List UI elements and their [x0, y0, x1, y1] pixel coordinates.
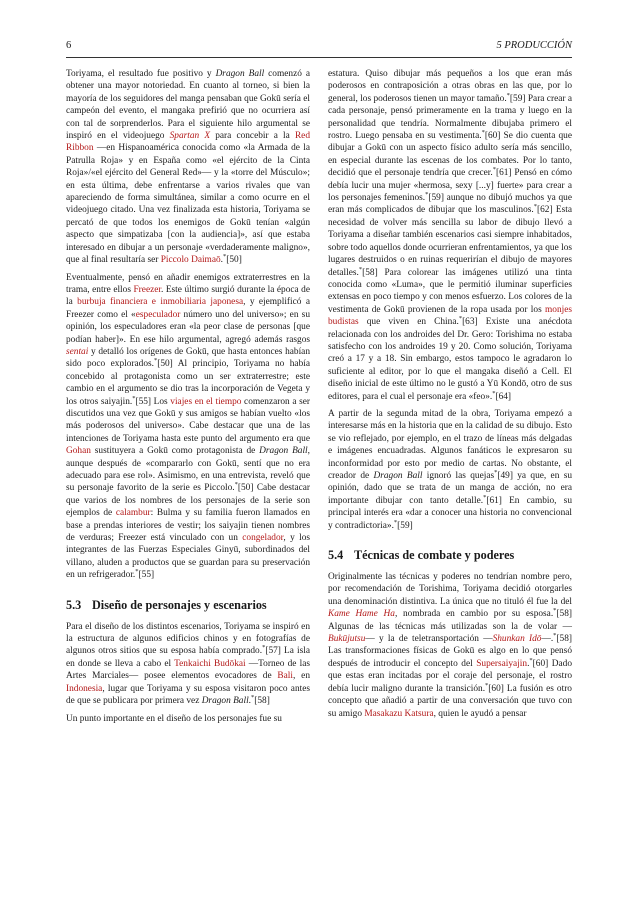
text-run: [49] ya que, en su opinión, dado que se trata de un manga de acción, no era importante dibujar con tanto detalle. [328, 471, 573, 506]
text-run: estatura. Quiso dibujar más pequeños a los que eran más poderosos en contraposición a otras obras en las que, por lo general, los poderosos tienen un mayor tamaño. [328, 69, 572, 104]
citation-marker: * [506, 91, 510, 99]
text-run: [50] Al principio, Toriyama no había concebido al protagonista como un ser extraterrestre; este cambio en el argumento se dio tras la incorporación de Vegeta y los otros saiyajin. [66, 359, 310, 407]
text-run: comenzaron a ser discutidos una vez que Gokū y sus amigos se habían vuelto «los más poderosos del universo». Cabe destacar que una de las intenciones de Toriyama hasta este punto del argumento era que [66, 396, 310, 444]
text-run: [60] Se dio cuenta que dibujar a Gokū con un aspecto físico adulto sería más sencillo, en especial durante las escenas de los combates. Por lo tanto, decidió que el personaje tendría que crecer. [328, 131, 572, 179]
wiki-link[interactable]: congelador [242, 533, 284, 544]
text-run: para concebir a la [210, 131, 295, 142]
paragraph [66, 713, 310, 725]
section-number: 5.4 [328, 548, 344, 563]
text-run: [57] La isla en donde se lleva a cabo el [66, 646, 310, 669]
paragraph [66, 621, 310, 708]
text-run: [61] Pensó en cómo debía lucir una mujer «hermosa, sexy [...y] fuerte» para crear a los personajes femeninos. [328, 168, 572, 204]
section-title: Diseño de personajes y escenarios [92, 597, 267, 612]
text-run: Originalmente las técnicas y poderes no tendrían nombre pero, por recomendación de Torishima, Toriyama decidió otorgarles una denominación distintiva. La única que no tituló él fue la del [328, 572, 572, 607]
text-run: , y los integrantes de las Fuerzas Especiales Ginyū, subordinados del villano, aluden a productos que se guardan para su preservación en un refrigerador. [66, 533, 310, 581]
text-run: , quien le ayudó a pensar [433, 708, 527, 719]
text-run: [60] Dado que estas eran incitadas por el coraje del personaje, el rostro debía lucir maligno durante la transición. [328, 658, 572, 694]
text-run: . Este último surgió durante la época de la [66, 284, 310, 308]
wiki-link[interactable]: Red Ribbon [66, 131, 310, 154]
text-run: Dragon Ball [215, 69, 265, 79]
text-run: — y la de teletransportación — [365, 634, 493, 645]
citation-marker: * [533, 203, 538, 211]
citation-marker: * [485, 681, 489, 689]
text-run: y detalló los orígenes de Gokū, que hasta entonces habían sido poco explorados. [66, 346, 310, 370]
text-run: [58] Algunas de las técnicas más utilizadas son la de volar — [328, 609, 572, 632]
citation-marker: * [132, 394, 136, 402]
text-run: [58] Para colorear las imágenes utilizó una tinta conocida como «Luma», que le permitió iluminar superficies extensas en poco tiempo y con menos esfuerzo. Los colores de la vestimenta de Gokū provienen de la ropa usada por los [328, 267, 572, 315]
text-run: , aunque después de «compararlo con Gokū, sentí que no era adecuado para ese rol». Asimismo, en una entrevista, reveló que su personaje favorito de la serie es Piccolo. [66, 446, 310, 494]
text-run: —Torneo de las Artes Marciales— posee elementos evocadores de [66, 658, 310, 682]
citation-marker: * [135, 568, 139, 576]
citation-marker: * [553, 607, 557, 615]
section-number: 5.3 [66, 597, 82, 612]
text-run: Para el diseño de los distintos escenarios, Toriyama se inspiró en la estructura de algunos edificios chinos y en fotografías de algunos otros sitios que su esposa había comprado. [66, 621, 310, 657]
paragraph [66, 68, 310, 267]
text-run: —en Hispanoamérica conocida como «la Armada de la Patrulla Roja» y en España como «el ejército de la Cinta Roja»/«el ejército del General Red»— y la «torre del Músculo»; en esta última, debe enfrentarse a varios rivales que van apareciendo de forma simultánea, similar a como ocurre en el videojuego citado. Una vez finalizada esta historia, Toriyama se percató de que todos los enemigos de Gokū tenían «algún aspecto que simpatizaba [con la audiencia]», así que estaba interesado en dibujar a un personaje «verdaderamente maligno», que al final resultaría ser [66, 143, 310, 266]
text-run: [55] [138, 570, 155, 581]
text-run: [59] [397, 520, 413, 531]
citation-marker: * [251, 694, 255, 702]
text-run: comenzó a obtener una mayor notoriedad. En cuanto al torneo, si bien la mayoría de los seguidores del manga pensaban que Gokū sería el campeón del evento, el mangaka prefirió que no ocurriera así con tal de sorprenderlos. Para el siguiente hilo argumental se inspiró en el videojuego [66, 69, 311, 142]
wiki-link[interactable]: burbuja financiera e inmobiliaria japonesa [77, 297, 244, 308]
text-run: Un punto importante en el diseño de los personajes fue su [66, 713, 282, 724]
wiki-link[interactable]: Tenkaichi Budōkai [174, 658, 246, 669]
citation-marker: * [494, 469, 498, 476]
citation-marker: * [425, 191, 429, 199]
citation-marker: * [492, 389, 496, 397]
text-run: [59] Para crear a cada personaje, pensó primeramente en la trama y luego en la personalidad que tendría. Normalmente dibujaba primero el rostro. Luego pensaba en su vestimenta. [328, 93, 572, 142]
citation-marker: * [223, 253, 227, 261]
text-run: [59] aunque no dibujó muchos ya que eran más complicados de dibujar que los masculinos. [328, 193, 572, 216]
text-run: Eventualmente, pensó en añadir enemigos extraterrestres en la trama, entre ellos [66, 272, 310, 295]
wiki-link[interactable]: calambur [115, 508, 151, 519]
text-run: . [220, 255, 223, 266]
citation-marker: * [234, 481, 238, 489]
citation-marker: * [358, 265, 363, 273]
wiki-link[interactable]: Spartan X [169, 131, 211, 142]
wiki-link[interactable]: Gohan [66, 446, 91, 457]
text-run: , y ejemplificó a Freezer como el « [66, 297, 310, 320]
right-column [328, 68, 572, 725]
wiki-link[interactable]: Bukūjutsu [328, 634, 366, 645]
text-run: sustituyera a Gokū como protagonista de [90, 446, 260, 457]
section-heading [66, 598, 310, 613]
text-run: [60] La fusión es otro concepto que añadió a partir de una conversación que tuvo con su amigo [328, 683, 572, 719]
text-run: que viven en China. [358, 317, 459, 328]
text-run: número uno del universo»; en su opinión, los especuladores eran «la peor clase de personas [que podían haber]». En ese hilo argumental, agregó además rasgos [66, 309, 310, 345]
citation-marker: * [458, 315, 463, 323]
text-run: Dragon Ball [259, 446, 308, 457]
text-run: Dragon Ball [201, 696, 249, 707]
wiki-link[interactable]: Masakazu Katsura [364, 708, 434, 719]
wiki-link[interactable]: Indonesia [66, 683, 103, 694]
text-run: , lugar que Toriyama y su esposa visitaron poco antes de que se publicara por primera vez [66, 683, 310, 707]
citation-marker: * [529, 656, 533, 664]
text-run: A partir de la segunda mitad de la obra, Toriyama empezó a interesarse más en la historia que en la calidad de su dibujo. Esto se vio reflejado, por ejemplo, en el trazo de líneas más delgadas e imágenes encuadradas. Algunos fanáticos le expresaron su inconformidad por esto por medio de cartas. No obstante, el creador de [328, 408, 572, 481]
text-run: , nombrada en cambio por su esposa. [394, 609, 554, 620]
wiki-link[interactable]: Bali [277, 671, 293, 682]
text-run: ignoró las quejas [422, 471, 495, 481]
text-run: [62] Esta necesidad de volver más sencilla su labor de dibujo llevó a Toriyama a diseñar también escenarios casi siempre inhabitados, sobre todo aquellos donde ocurrieran enfrentamientos, ya que los lugares destruidos o en ruinas requerirían el dibujo de mayores detalles. [328, 205, 573, 278]
text-run: Dragon Ball [373, 471, 423, 481]
citation-marker: * [153, 357, 158, 365]
text-run: . [248, 696, 252, 707]
wiki-link[interactable]: Freezer [133, 284, 161, 295]
text-run: [58] [254, 696, 270, 707]
citation-marker: * [492, 166, 496, 174]
text-run: —. [541, 634, 554, 645]
text-run: . [527, 658, 530, 669]
page-number: 6 [66, 40, 72, 51]
text-run: [55] Los [135, 396, 171, 407]
wiki-link[interactable]: Piccolo Daimaō [160, 255, 221, 266]
text-run: Toriyama, el resultado fue positivo y [66, 69, 216, 79]
wiki-link[interactable]: Shunkan Idō [492, 634, 542, 645]
citation-marker: * [553, 632, 557, 640]
wiki-link[interactable]: Kame Hame Ha [328, 609, 395, 620]
citation-marker: * [393, 518, 398, 526]
text-run: [63] Existe una anécdota relacionada con los androides del Dr. Gero: Torishima no estaba satisfecho con los androides 19 y 20. Como solución, Toriyama creó a 17 y a 18. Sin embargo, estos tampoco le agradaron lo suficiente al editor, por lo que el mangaka diseñó a Cell. El diseño inicial de este último no le gustó a Yū Kondō, otro de sus editores, para el cual el personaje era «feo». [328, 317, 573, 402]
text-run: , en [293, 671, 310, 682]
paragraph [328, 408, 572, 532]
section-title: Técnicas de combate y poderes [354, 548, 515, 563]
running-header [66, 40, 572, 54]
header-rule [66, 57, 572, 58]
text-run: [61] En cambio, su principal interés era «dar a conocer una historia no convencional y contradictoria». [328, 495, 572, 531]
wiki-link[interactable]: viajes en el tiempo [170, 396, 242, 407]
text-run: : Bulma y su familia fueron llamados en base a prendas interiores de vestir; los saiyajin tienen nombres de verduras; Freezer está vinculado con un [66, 508, 310, 544]
text-run: [50] [226, 255, 242, 266]
paragraph [328, 68, 572, 403]
citation-marker: * [481, 129, 485, 137]
wiki-link[interactable]: monjes budistas [328, 304, 572, 328]
left-column [66, 68, 310, 730]
wiki-link[interactable]: Supersaiyajin [476, 658, 528, 669]
citation-marker: * [483, 493, 487, 501]
text-run: [58] Las transformaciones físicas de Gokū es algo en lo que pensó después de introducir el concepto del [328, 634, 572, 669]
wiki-link[interactable]: especulador [135, 309, 181, 320]
section-heading [328, 548, 572, 563]
paragraph [66, 272, 310, 582]
citation-marker: * [262, 644, 266, 652]
text-run: [50] Cabe destacar que varios de los nombres de los personajes de la serie son ejemplos de [66, 483, 311, 519]
paragraph [328, 571, 572, 720]
text-run: [64] [495, 391, 512, 402]
wiki-link[interactable]: sentai [66, 346, 89, 357]
chapter-title: 5 PRODUCCIÓN [496, 40, 572, 51]
